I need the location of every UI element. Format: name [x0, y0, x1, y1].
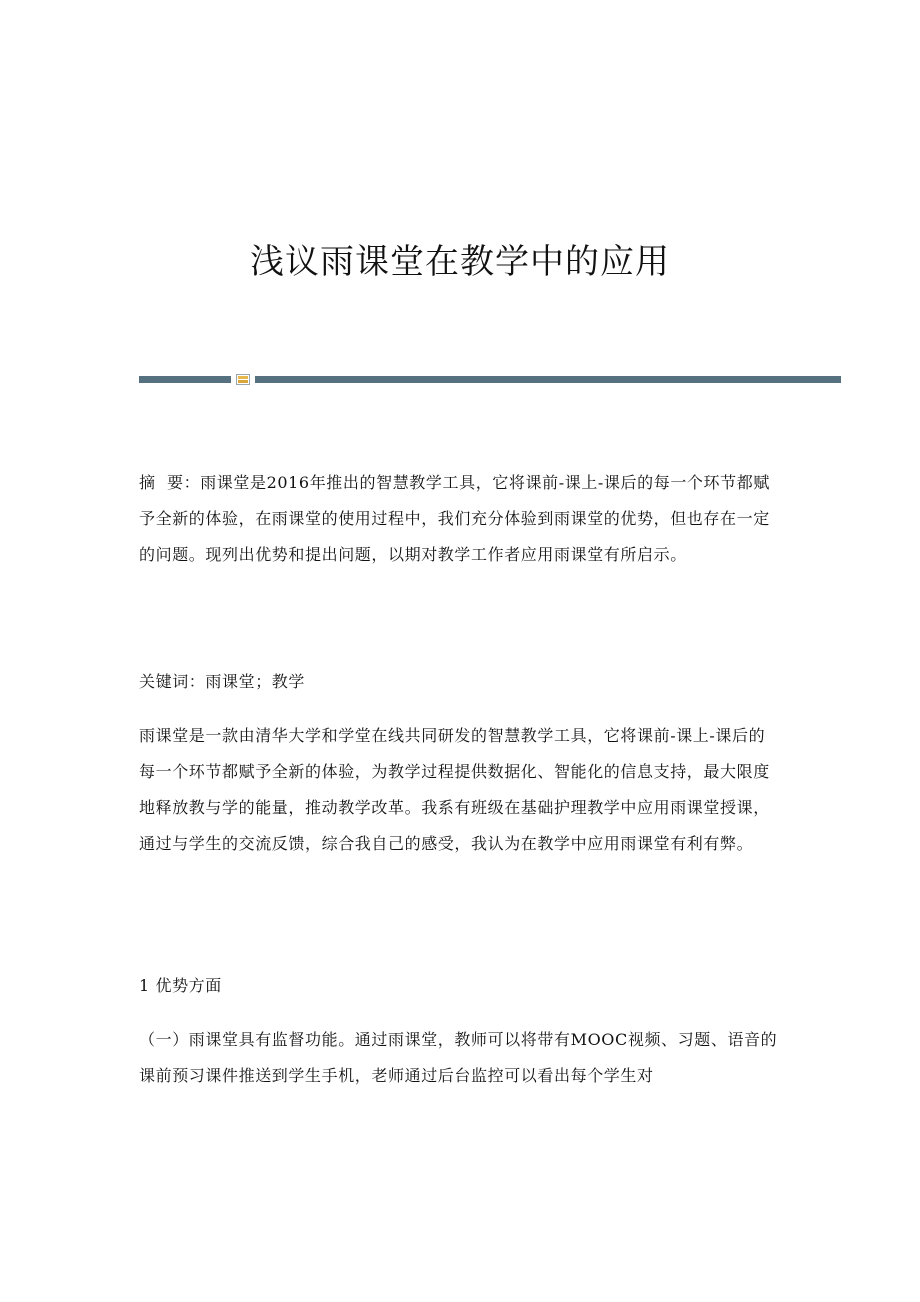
divider-bar-right	[255, 376, 841, 383]
item-text: （一）雨课堂具有监督功能。通过雨课堂，教师可以将带有MOOC视频、习题、语音的课前预习课件推送到学生手机，老师通过后台监控可以看出每个学生对	[139, 1030, 778, 1085]
keywords-paragraph	[139, 664, 781, 700]
keywords-label: 关键词：	[139, 672, 206, 691]
keywords-text: 雨课堂；教学	[205, 672, 306, 691]
document-title: 浅议雨课堂在教学中的应用	[250, 241, 670, 282]
abstract-paragraph	[139, 465, 781, 573]
divider-bar-left	[139, 376, 231, 383]
section-heading-text: 1 优势方面	[139, 976, 222, 995]
intro-paragraph	[139, 718, 781, 862]
title-divider	[139, 374, 841, 386]
abstract-text: 雨课堂是2016年推出的智慧教学工具，它将课前-课上-课后的每一个环节都赋予全新的体验，在雨课堂的使用过程中，我们充分体验到雨课堂的优势，但也存在一定的问题。现列出优势和提出问题，以期对教学工作者应用雨课堂有所启示。	[139, 473, 770, 564]
section-heading	[139, 968, 781, 1004]
abstract-label: 摘 要：	[139, 473, 201, 492]
item-paragraph	[139, 1022, 781, 1094]
intro-text: 雨课堂是一款由清华大学和学堂在线共同研发的智慧教学工具，它将课前-课上-课后的每一个环节都赋予全新的体验，为教学过程提供数据化、智能化的信息支持，最大限度地释放教与学的能量，推动教学改革。我系有班级在基础护理教学中应用雨课堂授课，通过与学生的交流反馈，综合我自己的感受，我认为在教学中应用雨课堂有利有弊。	[139, 726, 770, 853]
ornament-icon	[236, 374, 250, 385]
